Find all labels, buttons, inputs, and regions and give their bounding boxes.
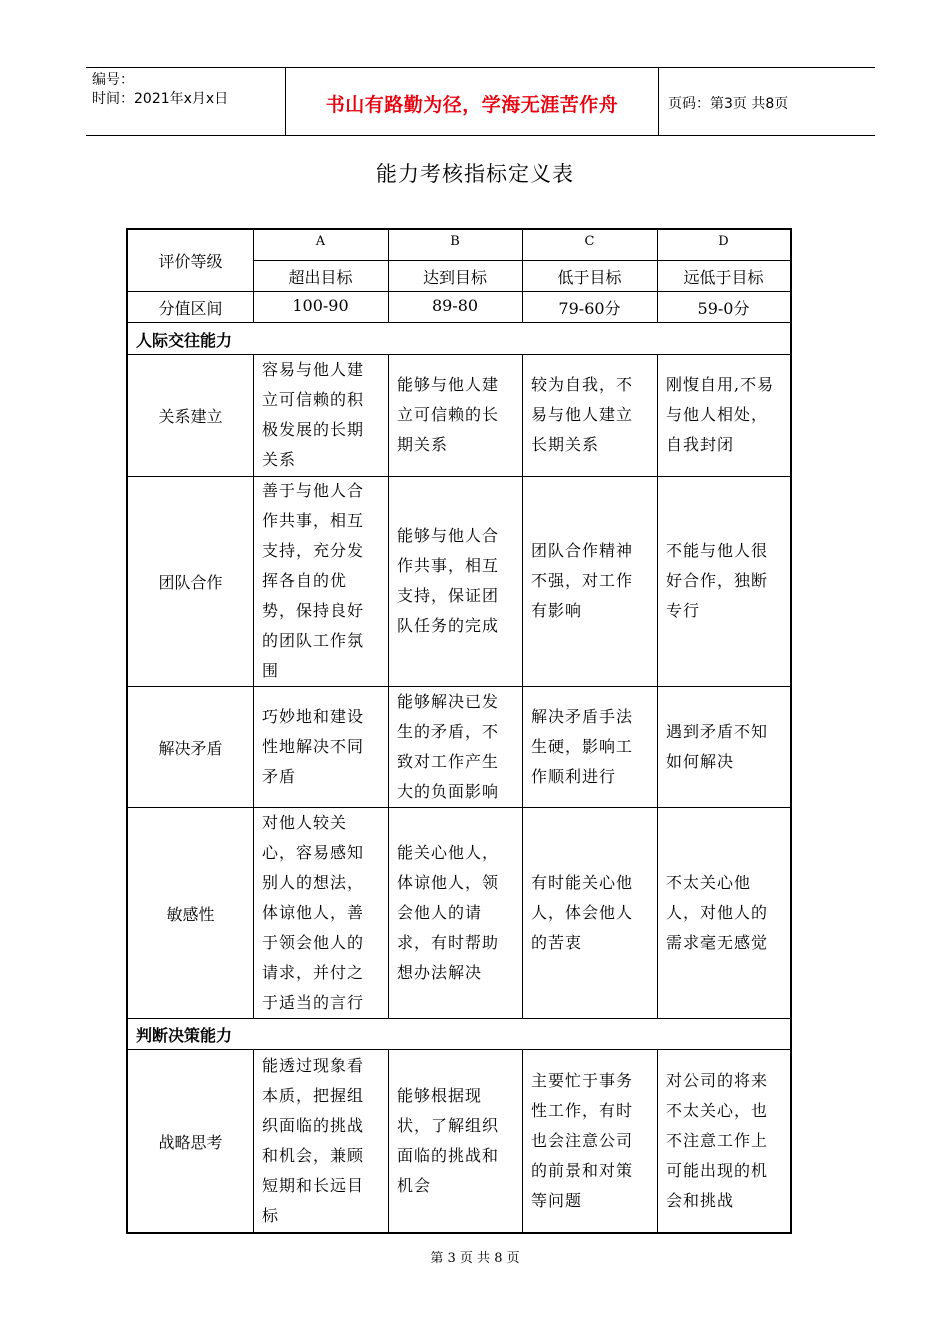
cell-line: 于适当的言行: [262, 992, 365, 1012]
table-cell: [262, 808, 383, 1018]
cell-line: 队任务的完成: [397, 616, 500, 635]
cell-line: 不太关心他: [666, 872, 752, 892]
cell-line: 能够与他人合: [397, 526, 500, 545]
score-label: 分值区间: [158, 299, 223, 318]
cell-line: 主要忙于事务: [531, 1070, 634, 1090]
row-label: 关系建立: [158, 407, 223, 426]
cell-line: 生硬，影响工: [531, 736, 634, 756]
cell-line: 易与他人建立: [531, 405, 634, 424]
cell-line: 巧妙地和建设: [262, 706, 365, 726]
header-top-rule: [86, 67, 875, 68]
table-cell: [262, 476, 383, 686]
table-cell: [666, 717, 785, 777]
header-bottom-rule: [86, 135, 875, 136]
cell-line: 长期关系: [531, 435, 600, 454]
score-d: 59-0分: [697, 299, 750, 318]
cell-line: 势，保持良好: [262, 601, 365, 620]
cell-line: 别人的想法，: [262, 872, 365, 892]
cell-line: 状，了解组织: [397, 1115, 500, 1135]
page-title: 能力考核指标定义表: [376, 162, 574, 186]
header-meta: [92, 71, 228, 109]
cell-line: 的团队工作氛: [262, 631, 365, 650]
cell-line: 性地解决不同: [262, 736, 365, 756]
cell-line: 支持，充分发: [262, 541, 365, 560]
cell-line: 生的矛盾，不: [397, 721, 500, 741]
header-motto: 书山有路勤为径，学海无涯苦作舟: [325, 94, 619, 116]
cell-line: 的前景和对策: [531, 1160, 634, 1180]
cell-line: 能关心他人，: [397, 842, 500, 862]
cell-line: 作顺利进行: [531, 766, 617, 786]
table-cell: [397, 370, 517, 460]
row-label: 解决矛盾: [158, 738, 223, 758]
col-rule-4b: [657, 354, 658, 1018]
grade-desc-d: 远低于目标: [683, 268, 764, 287]
cell-line: 对公司的将来: [666, 1070, 769, 1090]
cell-line: 较为自我，不: [531, 375, 634, 394]
cell-line: 不能与他人很: [666, 541, 769, 560]
cell-line: 面临的挑战和: [397, 1145, 500, 1165]
ability-assessment-table: [126, 228, 792, 1234]
rule-after-grade: [128, 291, 790, 292]
cell-line: 自我封闭: [666, 435, 735, 454]
cell-line: 支持，保证团: [397, 586, 500, 605]
table-cell: [666, 1066, 785, 1216]
cell-line: 和机会，兼顾: [262, 1145, 365, 1165]
row-label: 敏感性: [166, 904, 215, 924]
col-rule-3c: [522, 1049, 523, 1232]
header-time-label: 时间：2021年x月x日: [92, 91, 229, 107]
cell-line: 有影响: [531, 601, 583, 620]
col-rule-1b: [253, 354, 254, 1018]
rule-after-row-4: [128, 1018, 790, 1019]
table-cell: [397, 687, 517, 807]
cell-line: 作共事，相互: [397, 556, 500, 575]
section-title: 人际交往能力: [136, 331, 233, 350]
cell-line: 关系: [262, 450, 297, 469]
cell-line: 矛盾: [262, 766, 297, 786]
grade-d: D: [718, 234, 729, 249]
table-cell: [262, 702, 383, 792]
cell-line: 善于与他人合: [262, 481, 365, 500]
cell-line: 想办法解决: [397, 962, 483, 982]
grade-desc-a: 超出目标: [288, 268, 353, 287]
cell-line: 能够与他人建: [397, 375, 500, 394]
cell-line: 的苦衷: [531, 932, 583, 952]
col-rule-2c: [388, 1049, 389, 1232]
table-cell: [397, 1081, 517, 1201]
cell-line: 不注意工作上: [666, 1130, 769, 1150]
cell-line: 能够根据现: [397, 1085, 483, 1105]
cell-line: 遇到矛盾不知: [666, 721, 769, 741]
cell-line: 立可信赖的积: [262, 390, 365, 409]
cell-line: 好合作，独断: [666, 571, 769, 590]
cell-line: 作共事，相互: [262, 511, 365, 530]
cell-line: 能透过现象看: [262, 1055, 365, 1075]
header-divider-right: [658, 67, 659, 136]
section-title: 判断决策能力: [136, 1026, 233, 1045]
cell-line: 标: [262, 1205, 280, 1225]
score-b: 89-80: [431, 296, 479, 315]
grade-a: A: [315, 234, 326, 249]
cell-line: 性工作，有时: [531, 1100, 634, 1120]
cell-line: 织面临的挑战: [262, 1115, 365, 1135]
row-label: 团队合作: [158, 573, 223, 592]
cell-line: 可能出现的机: [666, 1160, 769, 1180]
grade-desc-b: 达到目标: [422, 268, 487, 287]
table-cell: [666, 370, 785, 460]
row-label: 战略思考: [158, 1132, 223, 1152]
rule-after-section-1: [128, 354, 790, 355]
table-cell: [531, 536, 652, 626]
cell-line: 团队合作精神: [531, 541, 634, 560]
grade-c: C: [584, 234, 595, 249]
cell-line: 专行: [666, 601, 701, 620]
cell-line: 挥各自的优: [262, 571, 348, 590]
cell-line: 容易与他人建: [262, 360, 365, 379]
col-rule-2b: [388, 354, 389, 1018]
cell-line: 人，体会他人: [531, 902, 634, 922]
table-cell: [666, 868, 785, 958]
score-a: 100-90: [292, 296, 349, 315]
cell-line: 致对工作产生: [397, 751, 500, 771]
table-cell: [262, 355, 383, 475]
table-cell: [666, 536, 785, 626]
cell-line: 大的负面影响: [397, 781, 500, 801]
score-c: 79-60分: [558, 299, 621, 318]
header-page-info: 页码：第3页 共8页: [668, 96, 789, 112]
cell-line: 围: [262, 661, 280, 680]
rule-after-row-3: [128, 807, 790, 808]
cell-line: 极发展的长期: [262, 420, 365, 439]
grade-b: B: [450, 234, 460, 249]
cell-line: 心，容易感知: [262, 842, 365, 862]
cell-line: 立可信赖的长: [397, 405, 500, 424]
cell-line: 与他人相处，: [666, 405, 769, 424]
rule-after-score: [128, 322, 790, 323]
cell-line: 能够解决已发: [397, 691, 500, 711]
table-cell: [531, 868, 652, 958]
cell-line: 不太关心，也: [666, 1100, 769, 1120]
table-cell: [262, 1051, 383, 1231]
col-rule-1c: [253, 1049, 254, 1232]
rule-after-row-1: [128, 476, 790, 477]
cell-line: 会他人的请: [397, 902, 483, 922]
cell-line: 短期和长远目: [262, 1175, 365, 1195]
page-footer: 第 3 页 共 8 页: [430, 1251, 520, 1266]
cell-line: 会和挑战: [666, 1190, 735, 1210]
cell-line: 请求，并付之: [262, 962, 365, 982]
grade-label: 评价等级: [158, 252, 223, 271]
cell-line: 解决矛盾手法: [531, 706, 634, 726]
table-cell: [531, 702, 652, 792]
table-cell: [397, 521, 517, 641]
cell-line: 有时能关心他: [531, 872, 634, 892]
header-number-label: 编号：: [92, 72, 134, 88]
cell-line: 也会注意公司: [531, 1130, 634, 1150]
grade-desc-c: 低于目标: [557, 268, 622, 287]
cell-line: 人，对他人的: [666, 902, 769, 922]
cell-line: 刚愎自用,不易: [666, 375, 775, 394]
cell-line: 机会: [397, 1175, 432, 1195]
cell-line: 本质，把握组: [262, 1085, 365, 1105]
table-cell: [531, 370, 652, 460]
cell-line: 期关系: [397, 435, 449, 454]
cell-line: 如何解决: [666, 751, 735, 771]
cell-line: 体谅他人，领: [397, 872, 500, 892]
cell-line: 不强，对工作: [531, 571, 634, 590]
cell-line: 于领会他人的: [262, 932, 365, 952]
col-rule-4c: [657, 1049, 658, 1232]
cell-line: 对他人较关: [262, 812, 348, 832]
table-cell: [531, 1066, 652, 1216]
cell-line: 等问题: [531, 1190, 583, 1210]
cell-line: 体谅他人，善: [262, 902, 365, 922]
rule-after-section-2: [128, 1049, 790, 1050]
cell-line: 需求毫无感觉: [666, 932, 769, 952]
table-cell: [397, 838, 517, 988]
cell-line: 求，有时帮助: [397, 932, 500, 952]
col-rule-3b: [522, 354, 523, 1018]
